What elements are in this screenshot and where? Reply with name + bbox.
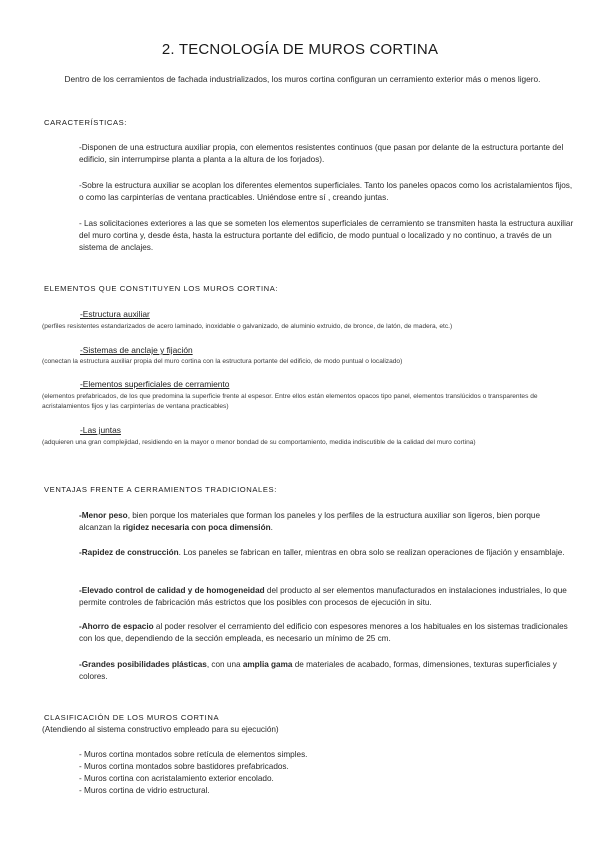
ventaja-rapidez-text: . Los paneles se fabrican en taller, mientras en obra solo se realizan operaciones de fijación y ensamblaje. <box>178 548 565 557</box>
caracteristicas-paragraph-2: -Sobre la estructura auxiliar se acoplan los diferentes elementos superficiales. Tanto los paneles opacos como los acristalamientos fijos, o como las carpinterías de ventana practicables. Uniéndose entre sí , creando juntas. <box>79 181 573 202</box>
caracteristicas-paragraph-3: - Las solicitaciones exteriores a las que se someten los elementos superficiales de cerramiento se transmiten hasta la estructura auxiliar del muro cortina y, desde ésta, hasta la estructura portante del edificio, de modo puntual o localizado y no continuo, a través de un sistema de anclajes. <box>79 219 574 252</box>
ventaja-plasticas-strong: amplia gama <box>242 660 293 669</box>
ventaja-plasticas-text-a: , con una <box>206 660 243 669</box>
ventaja-rapidez <box>79 547 574 559</box>
ventaja-peso-strong: rigidez necesaria con poca dimensión <box>122 523 271 532</box>
elemento-title-estructura: -Estructura auxiliar <box>80 309 150 319</box>
ventaja-ahorro-lead: -Ahorro de espacio <box>79 622 154 631</box>
elementos-heading: ELEMENTOS QUE CONSTITUYEN LOS MUROS CORTINA: <box>44 284 279 293</box>
page-title: 2. TECNOLOGÍA DE MUROS CORTINA <box>161 41 439 58</box>
elemento-desc-juntas: (adquieren una gran complejidad, residiendo en la mayor o menor bondad de su comportamiento, medida indiscutible de la calidad del muro cortina) <box>42 439 476 446</box>
ventaja-rapidez-lead: -Rapidez de construcción <box>79 548 179 557</box>
ventaja-control <box>79 585 574 609</box>
caracteristicas-heading: CARACTERÍSTICAS: <box>44 118 128 127</box>
ventaja-peso <box>79 510 574 534</box>
elemento-title-juntas: -Las juntas <box>80 425 121 435</box>
ventaja-control-text: del producto al ser elementos manufacturados en instalaciones industriales, lo que permite controles de fabricación más estrictos que los posibles con procesos de ejecución in situ. <box>79 586 567 607</box>
ventaja-control-lead: -Elevado control de calidad y de homogeneidad <box>79 586 265 595</box>
elemento-title-anclaje: -Sistemas de anclaje y fijación <box>80 345 193 355</box>
clasificacion-subheading: (Atendiendo al sistema constructivo empleado para su ejecución) <box>42 725 279 734</box>
clasificacion-item-2: - Muros cortina montados sobre bastidores prefabricados. <box>79 762 289 771</box>
elemento-desc-superficiales: (elementos prefabricados, de los que predomina la superficie frente al espesor. Entre ellos están elementos opacos tipo panel, elementos translúcidos o transparentes de acristalamientos fijos y las carpinterías de ventana practicables) <box>42 393 538 410</box>
ventaja-plasticas-lead: -Grandes posibilidades plásticas <box>79 660 207 669</box>
caracteristicas-paragraph-1: -Disponen de una estructura auxiliar propia, con elementos resistentes continuos (que pasan por delante de la estructura portante del edificio, sin interrumpirse planta a planta a la altura de los forjados). <box>79 143 564 164</box>
elemento-desc-anclaje: (conectan la estructura auxiliar propia del muro cortina con la estructura portante del edificio, de modo puntual o localizado) <box>42 358 403 365</box>
elemento-desc-estructura: (perfiles resistentes estandarizados de acero laminado, inoxidable o galvanizado, de aluminio extruido, de bronce, de latón, de madera, etc.) <box>42 323 453 330</box>
clasificacion-item-1: - Muros cortina montados sobre retícula de elementos simples. <box>79 750 308 759</box>
ventaja-plasticas-text-b: de materiales de acabado, formas, dimensiones, texturas superficiales y colores. <box>79 660 557 681</box>
clasificacion-item-3: - Muros cortina con acristalamiento exterior encolado. <box>79 774 274 783</box>
ventajas-heading: VENTAJAS FRENTE A CERRAMIENTOS TRADICIONALES: <box>44 485 277 494</box>
ventaja-ahorro-text: al poder resolver el cerramiento del edificio con espesores menores a los habituales en los sistemas tradicionales con los que, dependiendo de la sección empleada, es necesario un mínimo de 25 cm. <box>79 622 568 643</box>
ventaja-peso-text-b: . <box>270 523 273 532</box>
clasificacion-item-4: - Muros cortina de vidrio estructural. <box>79 786 210 795</box>
ventaja-peso-text-a: , bien porque los materiales que forman los paneles y los perfiles de la estructura auxiliar son ligeros, bien porque alcanzan la <box>79 511 541 532</box>
ventaja-ahorro <box>79 621 574 645</box>
intro-paragraph: Dentro de los cerramientos de fachada industrializados, los muros cortina configuran un cerramiento exterior más o menos ligero. <box>64 74 541 84</box>
ventaja-plasticas <box>79 659 574 683</box>
clasificacion-heading: CLASIFICACIÓN DE LOS MUROS CORTINA <box>44 713 220 722</box>
ventaja-peso-lead: -Menor peso <box>79 511 128 520</box>
elemento-title-superficiales: -Elementos superficiales de cerramiento <box>80 379 230 389</box>
